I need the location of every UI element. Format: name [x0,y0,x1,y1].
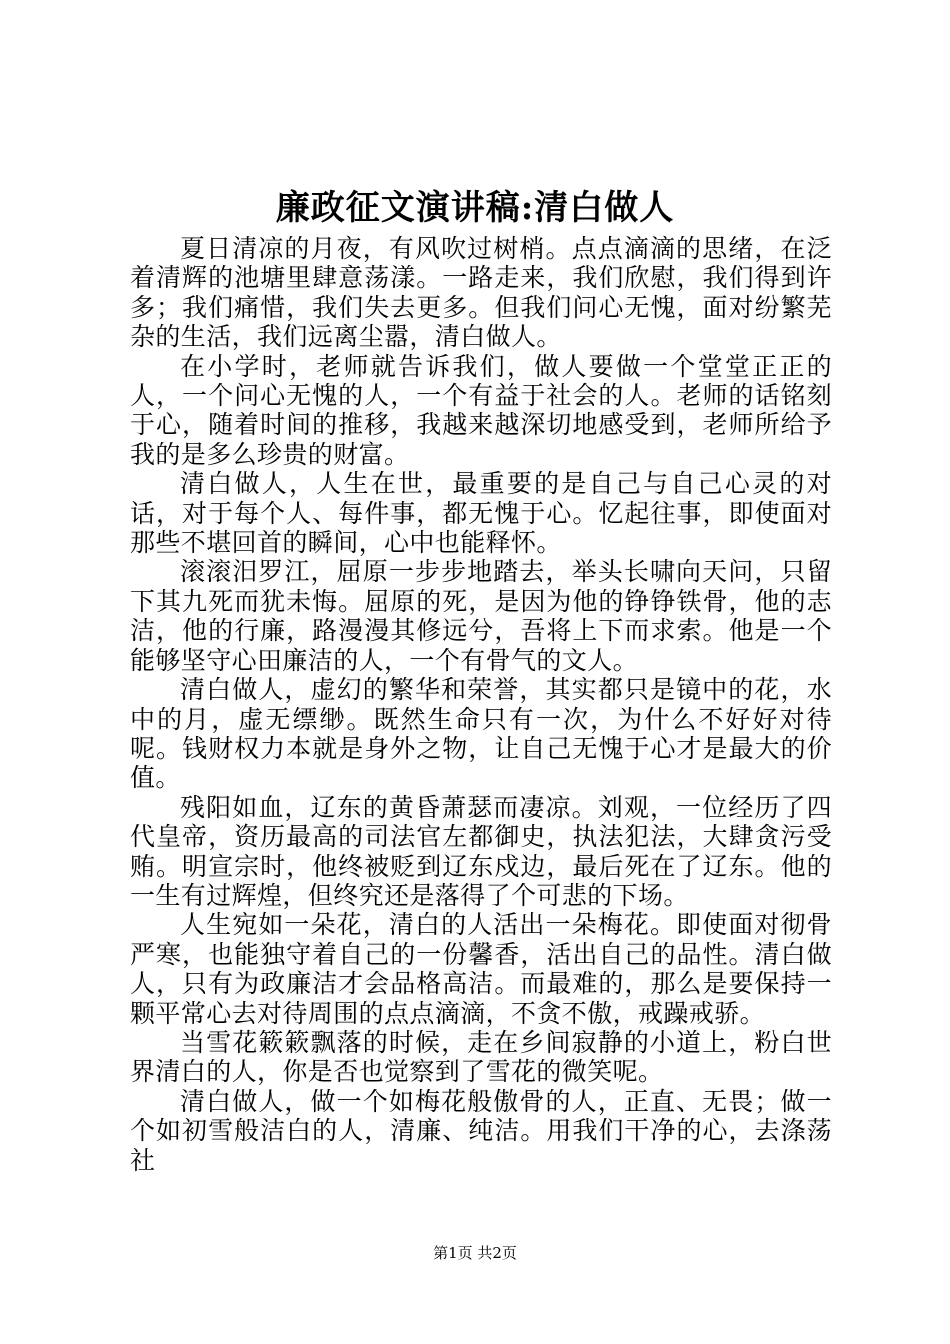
paragraph: 当雪花簌簌飘落的时候，走在乡间寂静的小道上，粉白世界清白的人，你是否也觉察到了雪花的微笑呢。 [130,1027,832,1087]
paragraph: 在小学时，老师就告诉我们，做人要做一个堂堂正正的人，一个问心无愧的人，一个有益于社会的人。老师的话铭刻于心，随着时间的推移，我越来越深切地感受到，老师所给予我的是多么珍贵的财富。 [130,351,832,469]
paragraph: 滚滚汨罗江，屈原一步步地踏去，举头长啸向天问，只留下其九死而犹未悔。屈原的死，是因为他的铮铮铁骨，他的志洁，他的行廉，路漫漫其修远兮，吾将上下而求索。他是一个能够坚守心田廉洁的人，一个有骨气的文人。 [130,557,832,675]
paragraph: 清白做人，人生在世，最重要的是自己与自己心灵的对话，对于每个人、每件事，都无愧于心。忆起往事，即使面对那些不堪回首的瞬间，心中也能释怀。 [130,469,832,558]
document-body [130,234,832,1175]
paragraph: 夏日清凉的月夜，有风吹过树梢。点点滴滴的思绪，在泛着清辉的池塘里肆意荡漾。一路走来，我们欣慰，我们得到许多；我们痛惜，我们失去更多。但我们问心无愧，面对纷繁芜杂的生活，我们远离尘嚣，清白做人。 [130,234,832,352]
page-footer: 第1页 共2页 [433,1244,517,1262]
paragraph: 残阳如血，辽东的黄昏萧瑟而凄凉。刘观，一位经历了四代皇帝，资历最高的司法官左都御史，执法犯法，大肆贪污受贿。明宣宗时，他终被贬到辽东戍边，最后死在了辽东。他的一生有过辉煌，但终究还是落得了个可悲的下场。 [130,792,832,910]
document-title: 廉政征文演讲稿:清白做人 [275,188,675,228]
paragraph: 人生宛如一朵花，清白的人活出一朵梅花。即使面对彻骨严寒，也能独守着自己的一份馨香，活出自己的品性。清白做人，只有为政廉洁才会品格高洁。而最难的，那么是要保持一颗平常心去对待周围的点点滴滴，不贪不傲，戒躁戒骄。 [130,910,832,1028]
paragraph: 清白做人，做一个如梅花般傲骨的人，正直、无畏；做一个如初雪般洁白的人，清廉、纯洁。用我们干净的心，去涤荡社 [130,1086,832,1175]
paragraph: 清白做人，虚幻的繁华和荣誉，其实都只是镜中的花，水中的月，虚无缥缈。既然生命只有一次，为什么不好好对待呢。钱财权力本就是身外之物，让自己无愧于心才是最大的价值。 [130,675,832,793]
